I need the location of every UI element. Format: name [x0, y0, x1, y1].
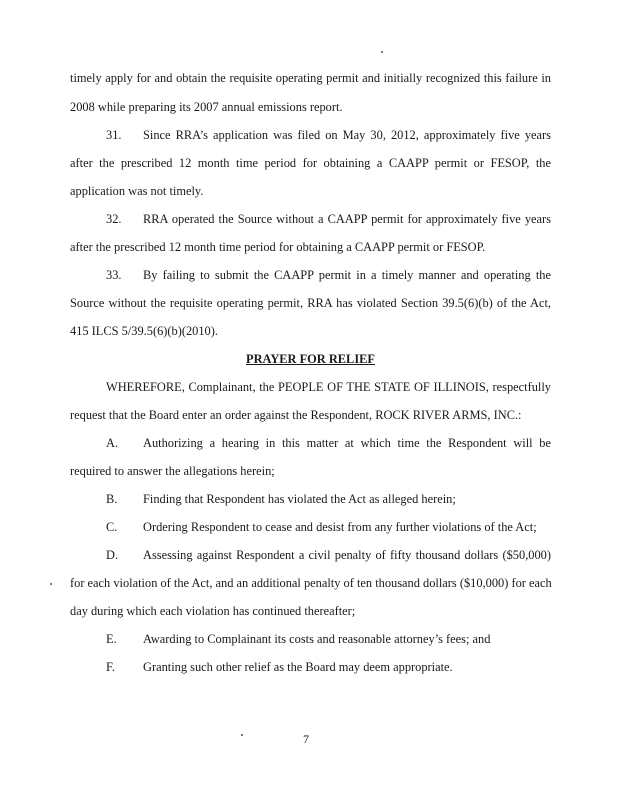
wherefore-line-2: request that the Board enter an order against the Respondent, ROCK RIVER ARMS, INC.: — [70, 408, 522, 422]
paragraph-31-first-line: Since RRA’s application was filed on May 30, 2012, approximately five years — [143, 128, 551, 142]
scan-speck — [50, 583, 52, 585]
relief-d-line-2: for each violation of the Act, and an additional penalty of ten thousand dollars ($10,000) for each — [70, 576, 552, 590]
paragraph-continuation-line-1: timely apply for and obtain the requisite operating permit and initially recognized this failure in — [70, 71, 551, 85]
paragraph-32-first-line: RRA operated the Source without a CAAPP permit for approximately five years — [143, 212, 551, 226]
paragraph-33-first-line: By failing to submit the CAAPP permit in a timely manner and operating the — [143, 268, 551, 282]
scan-speck — [241, 734, 243, 736]
paragraph-33-line-3: 415 ILCS 5/39.5(6)(b)(2010). — [70, 324, 218, 338]
relief-a-line-2: required to answer the allegations herein; — [70, 464, 275, 478]
scan-speck — [381, 51, 383, 53]
relief-a-first-line: Authorizing a hearing in this matter at which time the Respondent will be — [143, 436, 551, 450]
paragraph-31-line-2: after the prescribed 12 month time period for obtaining a CAAPP permit or FESOP, the — [70, 156, 551, 170]
paragraph-33-number: 33. — [106, 268, 122, 282]
paragraph-31-line-3: application was not timely. — [70, 184, 204, 198]
relief-e-text: Awarding to Complainant its costs and reasonable attorney’s fees; and — [143, 632, 491, 646]
relief-e-letter: E. — [106, 632, 117, 646]
relief-f-text: Granting such other relief as the Board may deem appropriate. — [143, 660, 453, 674]
relief-d-letter: D. — [106, 548, 119, 562]
paragraph-32-line-2: after the prescribed 12 month time period for obtaining a CAAPP permit or FESOP. — [70, 240, 486, 254]
relief-c-text: Ordering Respondent to cease and desist from any further violations of the Act; — [143, 520, 537, 534]
paragraph-31-number: 31. — [106, 128, 122, 142]
wherefore-line-1: WHEREFORE, Complainant, the PEOPLE OF THE STATE OF ILLINOIS, respectfully — [106, 380, 551, 394]
page-number: 7 — [303, 732, 309, 746]
relief-a-letter: A. — [106, 436, 119, 450]
paragraph-33-line-2: Source without the requisite operating permit, RRA has violated Section 39.5(6)(b) of the Act, — [70, 296, 551, 310]
paragraph-continuation-line-2: 2008 while preparing its 2007 annual emissions report. — [70, 100, 343, 114]
paragraph-32-number: 32. — [106, 212, 122, 226]
relief-d-first-line: Assessing against Respondent a civil penalty of fifty thousand dollars ($50,000) — [143, 548, 551, 562]
relief-b-letter: B. — [106, 492, 118, 506]
relief-f-letter: F. — [106, 660, 115, 674]
relief-d-line-3: day during which each violation has continued thereafter; — [70, 604, 356, 618]
relief-b-text: Finding that Respondent has violated the Act as alleged herein; — [143, 492, 456, 506]
section-heading: PRAYER FOR RELIEF — [246, 352, 375, 366]
relief-c-letter: C. — [106, 520, 118, 534]
